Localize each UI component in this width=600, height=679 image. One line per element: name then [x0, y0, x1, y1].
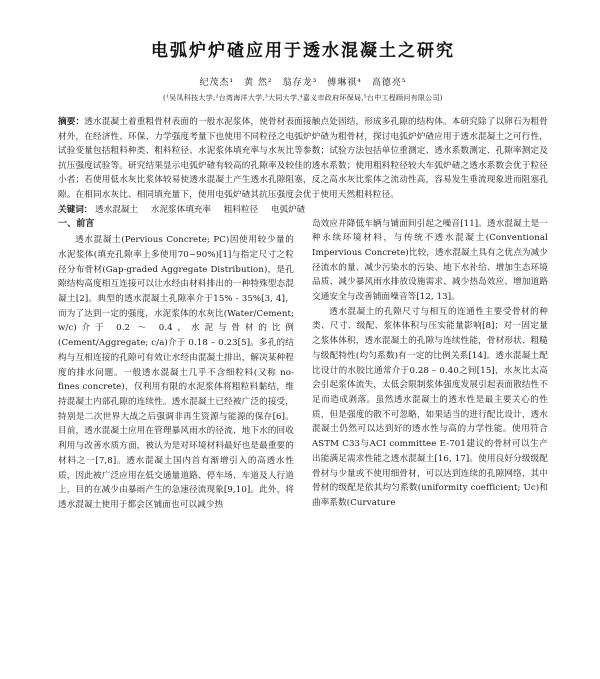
paragraph: 透水混凝土的孔隙尺寸与相互的连通性主要受骨材的种类、尺寸、级配、浆体体积与压实能量影响[8]；对一固定量之浆体体积，透水混凝土的孔隙与连续性能，骨材形状、粗糙与级配特性(均匀系数)有一定的比例关系[14]。透水混凝土配比设计的水胶比通常介于0.28 – 0.40之间[15]，水灰比太高会引起浆体流失，太低会限制浆体强度发展引起表面散结性不足而造成剥落。虽然透水混凝土的透水性是最主要关心的性质，但是强度的散不可忽略，如果适当的进行配比设计，透水混凝土仍然可以达到好的透水性与高的力学性能。使用符合ASTM C33与ACI committee E-701建议的骨材可以生产出能满足需求性能之透水混凝土[16, 17]。使用良好分级级配骨材与少量或不使用细骨材，可以达到连续的孔隙网络，其中骨材的级配是依其均匀系数(uniformity coefficient; Uc)和曲率系数(Curvature	[312, 306, 548, 508]
paragraph: 岛效应并降低车辆与铺面间引起之噪音[11]。透水混凝土是一种永续环境材料，与传统不透水混凝土(Conventional Impervious Concrete)比较，透水混凝土具有之优点为减少径流水的量、减少污染水的污染、地下水补给、增加生态环境品质、减少暴风雨水排放设施需求、减少热岛效应、增加道路交通安全与改善铺面噪音等[12, 13]。	[312, 218, 548, 303]
keywords-label: 关键词：	[58, 204, 93, 215]
affiliations: (¹吴凤科技大学,²台湾海洋大学,³大同大学,⁴嘉义市政府环保局,⁵台中工程顾问有限公司)	[163, 94, 443, 102]
keyword: 透水混凝土	[95, 204, 139, 215]
right-column	[312, 217, 548, 513]
keywords	[58, 203, 548, 217]
abstract	[58, 115, 548, 203]
abstract-text: 透水混凝土着重粗骨材表面的一般水泥浆体，使骨材表面接触点处固结，形成多孔隙的结构体。本研究除了以卵石为粗骨材外，在经济性、环保、力学强度考量下也使用不同粒径之电弧炉炉碴为粗骨材，探讨电弧炉炉碴应用于透水混凝土之可行性，试验变量包括粗料种类、粗料粒径、水泥浆体填充率与水灰比等参数；试验方法包括单位重测定、透水系数测定、孔隙率测定及抗压强度试验等。研究结果显示电弧炉碴有较高的孔隙率及较佳的透水系数；使用粗料粒径较大车弧炉碴之透水系数会优于粒径小者；若使用低水灰比浆体较易使透水混凝土产生透水孔隙阻塞，反之高水灰比浆体之流动性高，容易发生垂流现象进而阻塞孔隙。在相同水灰比、相同填充量下，使用电弧炉碴其抗压强度会优于使用天然粗料粒径。	[58, 117, 549, 200]
keyword: 电弧炉碴	[270, 204, 306, 215]
author-list: 纪茂杰¹ 黄 然² 翁存龙³ 傅琳祺⁴ 高德亮⁵	[199, 78, 407, 88]
left-column	[58, 217, 294, 513]
section-heading: 一、前言	[58, 218, 95, 229]
paragraph: 透水混凝土(Pervious Concrete; PC)因使用较少量的水泥浆体(填充孔隙率上多使用70~90%)[1]与指定尺寸之粒径分布骨材(Gap-graded Aggregate Distribution)，是孔隙结构高度相互连接可以让水经由材料排出的一种特殊型态混凝土[2]。典型的透水混凝土孔隙率介于15% - 35%[3, 4]，而为了达到一定的强度，水泥浆体的水灰比(Water/Cement; w/c)介于 0.2 ～ 0.4，水泥与骨材的比例(Cement/Aggregate; c/a)介于 0.18 – 0.23[5]。多孔的结构与互相连接的孔隙可有效让水经由混凝土排出，解决某种程度的排水问题。一般透水混凝土几乎不含细粒料(又称 no-fines concrete)，仅利用有限的水泥浆体将粗粒料黏结，维持混凝土内部孔隙的连续性。透水混凝土已经被广泛的接受，特别是二次世界大战之后强调非再生资源与能源的保存[6]。目前，透水混凝土应用在管理暴风雨水的径流、地下水的回收利用与改善水质方面，被认为是对环境材料最好也是最重要的材料之一[7,8]。透水混凝土国内首有渐增引入的高透水性质，因此被广泛应用在低交通量道路、停车场、车道及人行道上，目的在减少由暴雨产生的急速径流现象[9,10]。此外，将透水混凝土使用于都会区铺面也可以减少热	[58, 235, 294, 510]
abstract-label: 摘要：	[58, 117, 85, 127]
keyword: 粗料粒径	[223, 204, 259, 215]
body-columns	[58, 217, 548, 513]
paper-title: 电弧炉炉碴应用于透水混凝土之研究	[151, 41, 455, 61]
keyword: 水泥浆体填充率	[150, 204, 212, 215]
